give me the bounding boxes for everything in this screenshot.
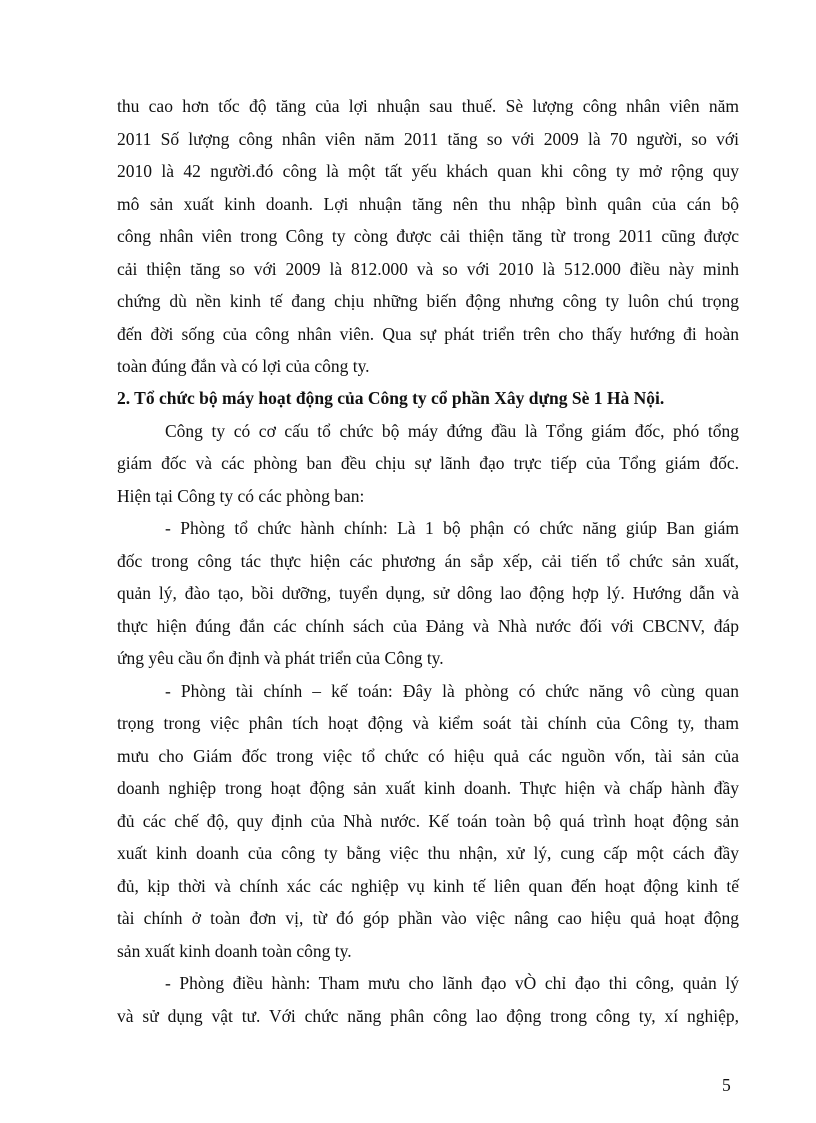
body-text-line: thực hiện đúng đắn các chính sách của Đảng và Nhà nước đối với CBCNV, đáp [117,616,739,636]
body-text-line: ứng yêu cầu ổn định và phát triển của Công ty. [117,648,444,668]
body-text-line: Hiện tại Công ty có các phòng ban: [117,486,365,506]
body-text-line: cải thiện tăng so với 2009 là 812.000 và so với 2010 là 512.000 điều này minh [117,259,739,279]
body-text-line: mưu cho Giám đốc trong việc tổ chức có hiệu quả các nguồn vốn, tài sản của [117,746,739,766]
body-text-line: giám đốc và các phòng ban đều chịu sự lãnh đạo trực tiếp của Tổng giám đốc. [117,453,739,473]
body-text-line: mô sản xuất kinh doanh. Lợi nhuận tăng nên thu nhập bình quân của cán bộ [117,194,739,214]
body-text-line: đủ, kịp thời và chính xác các nghiệp vụ kinh tế liên quan đến hoạt động kinh tế [117,876,739,896]
body-text-line: công nhân viên trong Công ty còng được cải thiện tăng từ trong 2011 cũng được [117,226,739,246]
body-text-line: doanh nghiệp trong hoạt động sản xuất kinh doanh. Thực hiện và chấp hành đầy [117,778,739,798]
body-text-line: 2011 Số lượng công nhân viên năm 2011 tăng so với 2009 là 70 người, so với [117,129,739,149]
body-text-line: trọng trong việc phân tích hoạt động và kiểm soát tài chính của Công ty, tham [117,713,739,733]
body-text-line: thu cao hơn tốc độ tăng của lợi nhuận sau thuế. Sè lượng công nhân viên năm [117,96,739,116]
body-text-line: và sử dụng vật tư. Với chức năng phân công lao động trong công ty, xí nghiệp, [117,1006,739,1026]
body-text-line: 2010 là 42 người.đó công là một tất yếu khách quan khi công ty mở rộng quy [117,161,739,181]
paragraph-first-line: - Phòng tổ chức hành chính: Là 1 bộ phận có chức năng giúp Ban giám [165,518,739,538]
paragraph-first-line: - Phòng tài chính – kế toán: Đây là phòng có chức năng vô cùng quan [165,681,739,701]
page-number: 5 [722,1075,731,1095]
body-text-line: chứng dù nền kinh tế đang chịu những biến động nhưng công ty luôn chú trọng [117,291,739,311]
body-text-line: quản lý, đào tạo, bồi dưỡng, tuyển dụng, sử dông lao động hợp lý. Hướng dẫn và [117,583,739,603]
paragraph-first-line: Công ty có cơ cấu tổ chức bộ máy đứng đầu là Tổng giám đốc, phó tổng [165,421,739,441]
body-text-line: tài chính ở toàn đơn vị, từ đó góp phần vào việc nâng cao hiệu quả hoạt động [117,908,739,928]
body-text-line: đốc trong công tác thực hiện các phương án sắp xếp, cải tiến tổ chức sản xuất, [117,551,739,571]
paragraph-first-line: - Phòng điều hành: Tham mưu cho lãnh đạo vÒ chỉ đạo thi công, quản lý [165,973,739,993]
body-text-line: đến đời sống của công nhân viên. Qua sự phát triển trên cho thấy hướng đi hoàn [117,324,739,344]
section-heading: 2. Tổ chức bộ máy hoạt động của Công ty cổ phần Xây dựng Sè 1 Hà Nội. [117,388,665,408]
body-text-line: sản xuất kinh doanh toàn công ty. [117,941,352,961]
body-text-line: xuất kinh doanh của công ty bằng việc thu nhận, xử lý, cung cấp một cách đầy [117,843,739,863]
body-text-line: đủ các chế độ, quy định của Nhà nước. Kế toán toàn bộ quá trình hoạt động sản [117,811,739,831]
body-text-line: toàn đúng đắn và có lợi của công ty. [117,356,370,376]
